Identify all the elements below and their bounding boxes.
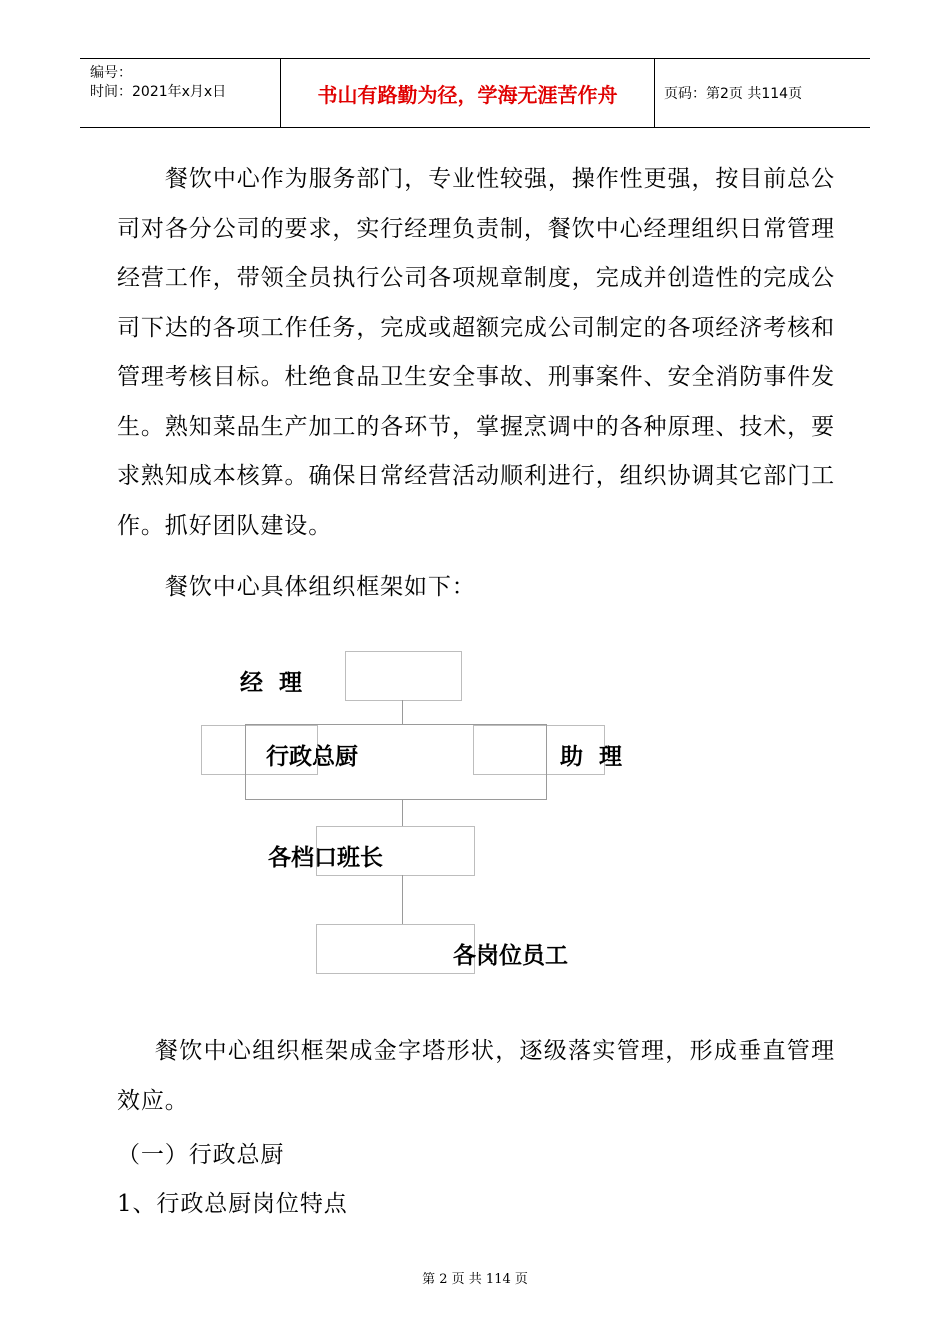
manager-label: 经 理 xyxy=(240,670,303,696)
number-label: 编号： xyxy=(90,65,132,81)
connector-to-staff xyxy=(402,875,403,924)
org-chart-intro: 餐饮中心具体组织框架如下： xyxy=(165,574,476,600)
exec-chef-label: 行政总厨 xyxy=(266,744,358,770)
page-footer: 第 2 页 共 114 页 xyxy=(422,1272,528,1287)
header-meta-cell xyxy=(80,59,280,127)
connector-manager-down xyxy=(402,700,403,725)
connector-right-vertical xyxy=(546,724,547,800)
connector-to-leader xyxy=(402,800,403,826)
staff-label: 各岗位员工 xyxy=(453,943,568,969)
section-heading: （一）行政总厨 xyxy=(117,1142,285,1168)
connector-bottom-bar xyxy=(245,799,547,800)
structure-paragraph: 餐饮中心组织框架成金字塔形状，逐级落实管理，形成垂直管理效应。 xyxy=(117,1038,835,1114)
assistant-label: 助 理 xyxy=(560,744,623,770)
connector-top-bar xyxy=(245,724,547,725)
connector-left-vertical xyxy=(245,724,246,800)
document-header xyxy=(80,58,870,128)
header-motto: 书山有路勤为径，学海无涯苦作舟 xyxy=(280,59,655,127)
time-label: 时间：2021年x月x日 xyxy=(90,84,227,100)
header-page-info: 页码：第2页 共114页 xyxy=(664,86,803,102)
section-leader-label: 各档口班长 xyxy=(268,845,383,871)
intro-paragraph: 餐饮中心作为服务部门，专业性较强，操作性更强，按目前总公司对各分公司的要求，实行经理负责制，餐饮中心经理组织日常管理经营工作，带领全员执行公司各项规章制度，完成并创造性的完成公司下达的各项工作任务，完成或超额完成公司制定的各项经济考核和管理考核目标。杜绝食品卫生安全事故、刑事案件、安全消防事件发生。熟知菜品生产加工的各环节，掌握烹调中的各种原理、技术，要求熟知成本核算。确保日常经营活动顺利进行，组织协调其它部门工作。抓好团队建设。 xyxy=(117,166,835,539)
staff-box xyxy=(316,924,475,974)
subsection-heading: 1、行政总厨岗位特点 xyxy=(117,1191,348,1217)
manager-box xyxy=(345,651,462,701)
